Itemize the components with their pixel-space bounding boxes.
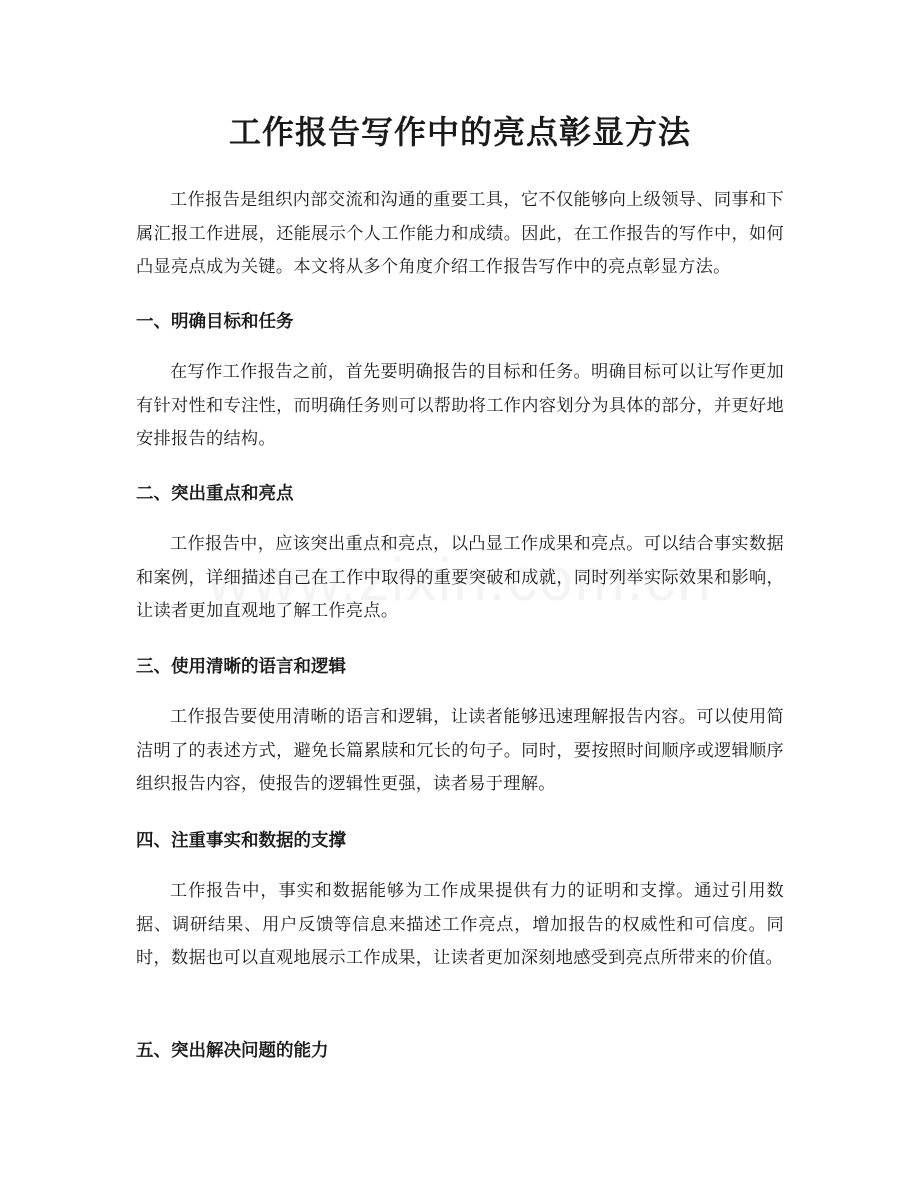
intro-paragraph: 工作报告是组织内部交流和沟通的重要工具，它不仅能够向上级领导、同事和下属汇报工作进展，还能展示个人工作能力和成绩。因此，在工作报告的写作中，如何凸显亮点成为关键。本文将从多个角度介绍工作报告写作中的亮点彰显方法。 (136, 190, 784, 277)
section-body-3: 工作报告要使用清晰的语言和逻辑，让读者能够迅速理解报告内容。可以使用简洁明了的表述方式，避免长篇累牍和冗长的句子。同时，要按照时间顺序或逻辑顺序组织报告内容，使报告的逻辑性更强，读者易于理解。 (136, 707, 784, 794)
section-heading-3: 三、使用清晰的语言和逻辑 (136, 657, 346, 677)
section-heading-4: 四、注重事实和数据的支撑 (136, 831, 346, 851)
section-heading-5: 五、突出解决问题的能力 (136, 1041, 329, 1061)
section-heading-1: 一、明确目标和任务 (136, 312, 294, 332)
document-title: 工作报告写作中的亮点彰显方法 (228, 113, 691, 151)
section-body-1: 在写作工作报告之前，首先要明确报告的目标和任务。明确目标可以让写作更加有针对性和专注性，而明确任务则可以帮助将工作内容划分为具体的部分，并更好地安排报告的结构。 (136, 362, 784, 449)
section-body-4: 工作报告中，事实和数据能够为工作成果提供有力的证明和支撑。通过引用数据、调研结果、用户反馈等信息来描述工作亮点，增加报告的权威性和可信度。同时，数据也可以直观地展示工作成果，让读者更加深刻地感受到亮点所带来的价值。 (136, 881, 784, 968)
section-body-2: 工作报告中，应该突出重点和亮点，以凸显工作成果和亮点。可以结合事实数据和案例，详细描述自己在工作中取得的重要突破和成就，同时列举实际效果和影响，让读者更加直观地了解工作亮点。 (136, 534, 784, 621)
section-heading-2: 二、突出重点和亮点 (136, 484, 294, 504)
